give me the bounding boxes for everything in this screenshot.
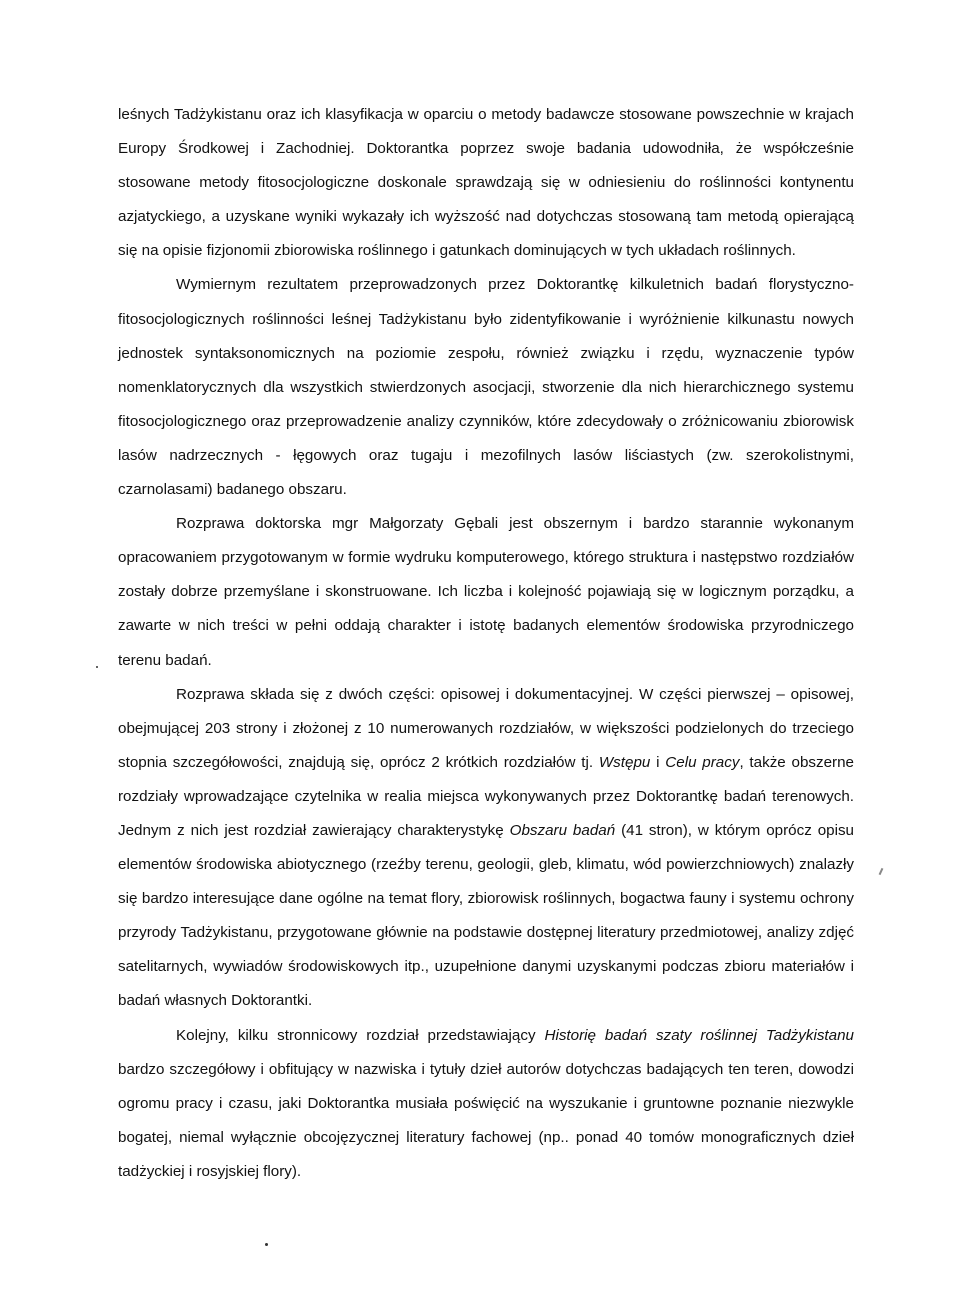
paragraph-4-text: , także obszerne rozdziały wprowadzające czytelnika w realia miejsca wykonywanych przez Doktorantkę badań terenowych. Jednym z nich jest rozdział zawierający charakterystykę <box>118 753 854 839</box>
paragraph-5 <box>118 1019 854 1189</box>
scan-speck <box>265 1243 268 1246</box>
scan-mark <box>879 868 884 875</box>
paragraph-3: Rozprawa doktorska mgr Małgorzaty Gębali jest obszernym i bardzo starannie wykonanym opracowaniem przygotowanym w formie wydruku komputerowego, którego struktura i następstwo rozdziałów zostały dobrze przemyślane i skonstruowane. Ich liczba i kolejność pojawiają się w logicznym porządku, a zawarte w nich treści w pełni oddają charakter i istotę badanych elementów środowiska przyrodniczego terenu badań. <box>118 515 854 669</box>
paragraph-2: Wymiernym rezultatem przeprowadzonych przez Doktorantkę kilkuletnich badań florystyczno-fitosocjologicznych roślinności leśnej Tadżykistanu było zidentyfikowanie i wyróżnienie kilkunastu nowych jednostek syntaksonomicznych na poziomie zespołu, również związku i rzędu, wyznaczenie typów nomenklatorycznych dla wszystkich stwierdzonych asocjacji, stworzenie dla nich hierarchicznego systemu fitosocjologicznego oraz przeprowadzenie analizy czynników, które zdecydowały o zróżnicowaniu zbiorowisk lasów nadrzecznych - łęgowych oraz tugaju i mezofilnych lasów liściastych (zw. szerokolistnymi, czarnolasami) badanego obszaru. <box>118 276 854 499</box>
scan-speck <box>96 666 98 668</box>
paragraph-1: leśnych Tadżykistanu oraz ich klasyfikacja w oparciu o metody badawcze stosowane powszechnie w krajach Europy Środkowej i Zachodniej. Doktorantka poprzez swoje badania udowodniła, że współcześnie stosowane metody fitosocjologiczne doskonale sprawdzają się w odniesieniu do roślinności kontynentu azjatyckiego, a uzyskane wyniki wykazały ich wyższość nad dotychczas stosowaną tam metodą opierającą się na opisie fizjonomii zbiorowiska roślinnego i gatunkach dominujących w tych układach roślinnych. <box>118 106 854 260</box>
cel-pracy-title: Celu pracy <box>665 753 740 771</box>
wstep-title: Wstępu <box>598 753 651 771</box>
paragraph-5-text: Kolejny, kilku stronnicowy rozdział przedstawiający <box>176 1026 545 1044</box>
obszar-badan-title: Obszaru badań <box>509 821 616 839</box>
paragraph-4-text: Rozprawa składa się z dwóch części: opisowej i dokumentacyjnej. W części pierwszej – opisowej, obejmującej 203 strony i złożonej z 10 numerowanych rozdziałów, w większości podzielonych do trzeciego stopnia szczegółowości, znajdują się, oprócz 2 krótkich rozdziałów tj. <box>118 685 854 771</box>
document-body <box>118 98 854 1189</box>
paragraph-4 <box>118 678 854 1019</box>
historia-badan-title: Historię badań szaty roślinnej Tadżykistanu <box>544 1026 854 1044</box>
paragraph-5-text: bardzo szczegółowy i obfitujący w nazwiska i tytuły dzieł autorów dotychczas badających ten teren, dowodzi ogromu pracy i czasu, jaki Doktorantka musiała poświęcić na wyszukanie i gruntowne poznanie niezwykle bogatej, niemal wyłącznie obcojęzycznej literatury fachowej (np.. ponad 40 tomów monograficznych dzieł tadżyckiej i rosyjskiej flory). <box>118 1060 854 1180</box>
paragraph-4-text: i <box>650 753 666 771</box>
paragraph-4-text: (41 stron), w którym oprócz opisu elementów środowiska abiotycznego (rzeźby terenu, geologii, gleb, klimatu, wód powierzchniowych) znalazły się bardzo interesujące dane ogólne na temat flory, zbiorowisk roślinnych, bogactwa fauny i systemu ochrony przyrody Tadżykistanu, przygotowane głównie na podstawie dostępnej literatury przedmiotowej, analizy zdjęć satelitarnych, wywiadów środowiskowych itp., uzupełnione danymi uzyskanymi podczas zbioru materiałów i badań własnych Doktorantki. <box>118 821 855 1010</box>
